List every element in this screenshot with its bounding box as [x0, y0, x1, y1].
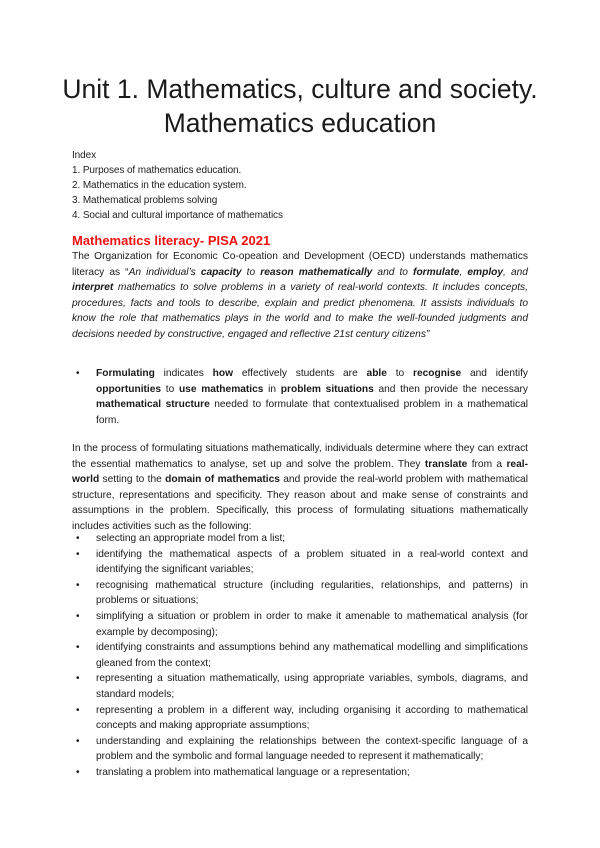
bullet-icon: • — [76, 610, 80, 622]
emphasis: problem situations — [280, 383, 374, 395]
bullet-icon: • — [76, 673, 80, 685]
list-item — [72, 547, 528, 578]
list-item — [72, 609, 528, 640]
list-item — [72, 531, 528, 547]
list-item — [72, 734, 528, 765]
quote-text: , and — [503, 266, 528, 278]
list-item-text: selecting an appropriate model from a list; — [96, 533, 286, 544]
bullet-icon: • — [76, 579, 80, 591]
bullet-icon: • — [76, 533, 80, 544]
emphasis: mathematical structure — [96, 399, 210, 411]
index-item: 1. Purposes of mathematics education. — [72, 165, 242, 176]
index-heading: Index — [72, 150, 96, 161]
list-item-text: identifying constraints and assumptions behind any mathematical modelling and simplifications gleaned from the context; — [96, 642, 528, 669]
text: and then provide the necessary — [373, 383, 528, 395]
activities-list — [72, 531, 528, 781]
quote-text: and to — [372, 266, 414, 278]
list-item — [72, 366, 528, 428]
list-item — [72, 671, 528, 702]
bullet-icon: • — [76, 766, 80, 778]
list-item — [72, 703, 528, 734]
emphasis: employ — [467, 266, 504, 278]
list-item-text: representing a situation mathematically, using appropriate variables, symbols, diagrams, and standard models; — [96, 673, 528, 700]
emphasis: translate — [424, 458, 468, 470]
bullet-icon: • — [76, 735, 80, 747]
text: indicates — [154, 368, 213, 379]
intro-paragraph — [72, 249, 528, 343]
index-item: 4. Social and cultural importance of mathematics — [72, 210, 283, 221]
list-item — [72, 578, 528, 609]
text: in — [263, 383, 281, 395]
emphasis: able — [366, 368, 387, 379]
bullet-icon: • — [76, 642, 80, 654]
text: to — [386, 368, 414, 379]
list-item-text: representing a problem in a different way, including organising it according to mathematical concepts and making appropriate assumptions; — [96, 704, 528, 732]
emphasis: formulate — [413, 266, 460, 278]
list-item-text: simplifying a situation or problem in order to make it amenable to mathematical analysis (for example by decomposing); — [96, 610, 528, 638]
emphasis: use mathematics — [178, 383, 264, 395]
list-item-text: translating a problem into mathematical language or a representation; — [96, 766, 410, 778]
bullet-icon: • — [76, 368, 80, 379]
quote-text: An individual’s — [128, 266, 201, 278]
index-item: 2. Mathematics in the education system. — [72, 180, 247, 191]
text: In the process of formulating situations mathematically, individuals determine where they can extract the essential mathematics to analyse, set up and solve the problem. They — [72, 443, 528, 470]
text: from a — [467, 458, 507, 470]
text: needed to formulate that contextualised problem in a mathematical form. — [96, 399, 528, 426]
text: and identify — [461, 368, 529, 379]
emphasis: capacity — [200, 266, 242, 278]
list-item — [72, 765, 528, 781]
quote-text: , — [459, 266, 468, 278]
emphasis: recognise — [413, 368, 462, 379]
process-paragraph — [72, 441, 528, 535]
text: setting to the — [99, 474, 166, 486]
emphasis: opportunities — [96, 383, 162, 395]
text: to — [161, 383, 179, 395]
intro-text: The Organization for Economic Co-opeation and Development (OECD) understands mathematics literacy as “ — [72, 251, 528, 278]
list-item — [72, 640, 528, 671]
bullet-icon: • — [76, 704, 80, 716]
emphasis: domain of mathematics — [165, 474, 280, 486]
emphasis: reason mathematically — [260, 266, 373, 278]
index-list — [72, 148, 283, 223]
emphasis: Formulating — [96, 368, 155, 379]
text: effectively students are — [233, 368, 367, 379]
page-title: Unit 1. Mathematics, culture and society. Mathematics education — [62, 74, 538, 138]
index-item: 3. Mathematical problems solving — [72, 195, 218, 206]
section-heading: Mathematics literacy- PISA 2021 — [72, 233, 271, 248]
emphasis: how — [212, 368, 234, 379]
emphasis: real-world — [72, 458, 528, 486]
quote-text: mathematics to solve problems in a variety of real-world contexts. It includes concepts, procedures, facts and tools to describe, explain and predict phenomena. It assists individuals to know the role that mathematics plays in the world and to make the well-founded judgments and decisions needed by constructive, engaged and reflective 21st century citizens” — [72, 282, 528, 340]
formulating-list — [72, 366, 528, 428]
emphasis: interpret — [72, 282, 114, 294]
quote-text: to — [241, 266, 261, 278]
list-item-text: identifying the mathematical aspects of a problem situated in a real-world context and identifying the significant variables; — [96, 548, 528, 576]
text: and provide the real-world problem with mathematical structure, representations and specificity. They reason about and make sense of constraints and assumptions in the problem. Specifically, this process of formulating situations mathematically includes activities such as the following: — [72, 474, 528, 532]
list-item-text: understanding and explaining the relationships between the context-specific language of a problem and the symbolic and formal language needed to represent it mathematically; — [96, 735, 528, 763]
bullet-icon: • — [76, 548, 80, 560]
intro-quote — [72, 267, 528, 340]
list-item-text: recognising mathematical structure (including regularities, relationships, and patterns) in problems or situations; — [96, 579, 528, 607]
